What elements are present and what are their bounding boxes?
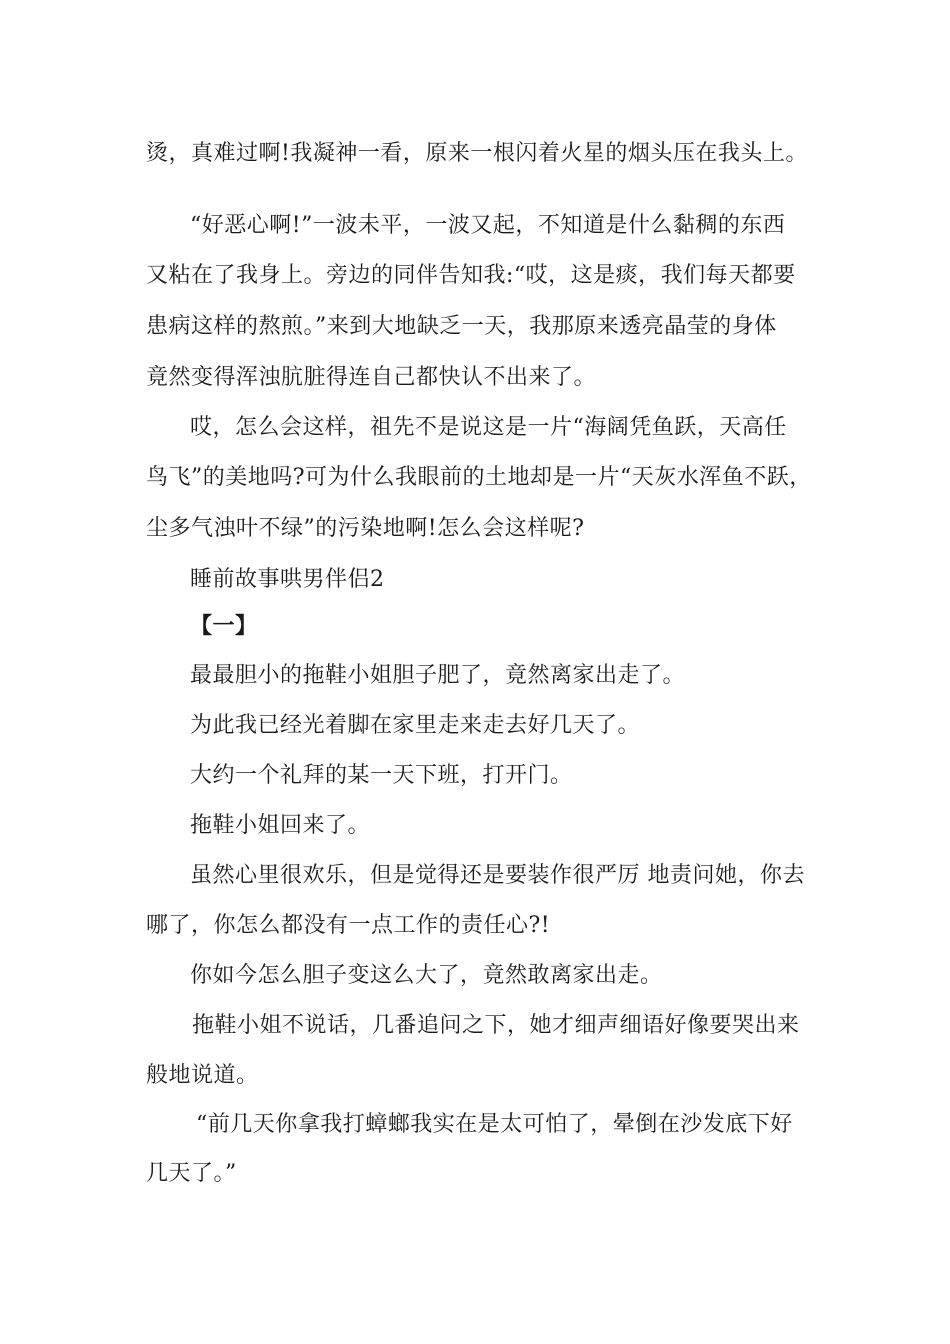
paragraph-line: “前几天你拿我打蟑螂我实在是太可怕了，晕倒在沙发底下好 (196, 1112, 793, 1137)
paragraph-line: 几天了。” (146, 1161, 237, 1186)
paragraph-line: 又粘在了我身上。旁边的同伴告知我:“哎，这是痰，我们每天都要 (146, 263, 796, 288)
paragraph-line: 最最胆小的拖鞋小姐胆子肥了，竟然离家出走了。 (190, 663, 686, 688)
section-heading: 【一】 (190, 613, 258, 639)
paragraph-line: 你如今怎么胆子变这么大了，竟然敢离家出走。 (190, 963, 663, 988)
paragraph-line: 鸟飞”的美地吗?可为什么我眼前的土地却是一片“天灰水浑鱼不跃， (146, 465, 812, 490)
paragraph-line: 烫，真难过啊!我凝神一看，原来一根闪着火星的烟头压在我头上。 (146, 141, 808, 166)
paragraph-line: 竟然变得浑浊肮脏得连自己都快认不出来了。 (146, 365, 597, 390)
paragraph-line: 大约一个礼拜的某一天下班，打开门。 (190, 763, 573, 788)
paragraph-line: 为此我已经光着脚在家里走来走去好几天了。 (190, 713, 641, 738)
paragraph-line: 拖鞋小姐回来了。 (190, 813, 371, 838)
paragraph-line: 虽然心里很欢乐，但是觉得还是要装作很严厉 地责问她，你去 (190, 863, 805, 888)
paragraph-line: 尘多气浊叶不绿”的污染地啊!怎么会这样呢? (146, 516, 585, 541)
paragraph-line: 患病这样的熬煎。”来到大地缺乏一天，我那原来透亮晶莹的身体 (146, 314, 777, 339)
paragraph-line: 哎，怎么会这样，祖先不是说这是一片“海阔凭鱼跃，天高任 (190, 415, 787, 440)
paragraph-line: 哪了，你怎么都没有一点工作的责任心?! (146, 913, 551, 938)
section-title: 睡前故事哄男伴侣2 (190, 567, 385, 592)
paragraph-line: “好恶心啊!”一波未平，一波又起，不知道是什么黏稠的东西 (190, 213, 786, 238)
paragraph-line: 般地说道。 (146, 1063, 259, 1088)
paragraph-line: 拖鞋小姐不说话，几番追问之下，她才细声细语好像要哭出来 (192, 1013, 800, 1038)
